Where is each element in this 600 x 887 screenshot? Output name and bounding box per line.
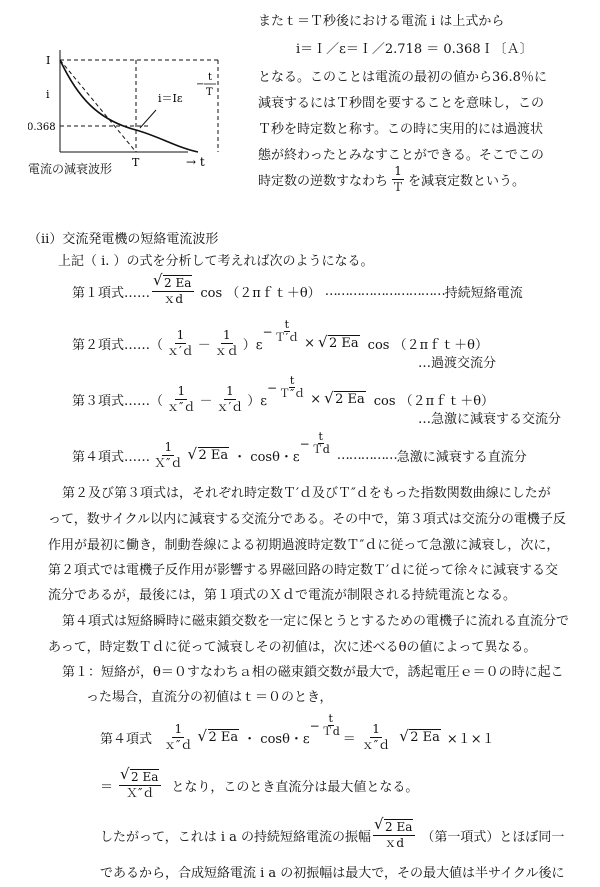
term4-exp-den: Ｔd	[311, 443, 330, 456]
para2-line2: あって，時定数Ｔｄに従って減衰しその初値は，次に述べるθの値によって異なる。	[48, 640, 537, 655]
term4-rest: ・ cosθ・ε	[233, 450, 300, 465]
right-line-6: 態が終わったとみなすことができる。そこでこの	[258, 148, 544, 163]
term3-note: …急激に減衰する交流分	[418, 412, 562, 427]
term4-exp-num: t	[318, 430, 323, 443]
eq5-mid: ・ cosθ・ε	[243, 732, 310, 747]
para3-line1: 第１：短絡が，θ＝０すなわちａ相の磁束鎖交数が最大で，誘起電圧ｅ＝０の時に起こ	[62, 665, 564, 680]
eq5-frac2	[360, 722, 392, 753]
term3-close: ）ε	[247, 394, 268, 409]
label-T: T	[132, 156, 140, 169]
eq5-frac1-num: 1	[174, 722, 183, 736]
term4-dots: ……………	[336, 448, 397, 463]
right-line-7	[258, 164, 525, 195]
right-line-7-b: を減衰定数という。	[408, 174, 526, 189]
para1-line2: って，数サイクル以内に減衰する交流分である。その中で，第３項式は交流分の電機子反	[48, 512, 566, 527]
para3-line2: った場合，直流分の初値はｔ＝０のとき，	[86, 690, 333, 705]
para1-line4: 第２項式では電機子反作用が影響する界磁回路の時定数Ｔ′ｄに従って徐々に減衰する交	[48, 563, 558, 578]
label-t-axis: → t	[186, 155, 205, 169]
formula-exp-den: T	[206, 87, 213, 98]
term2-rest: cos （２πｆｔ＋θ）	[367, 338, 488, 353]
right-line-2: i＝Ｉ／ε＝Ｉ／2.718 ＝ 0.368Ｉ〔Ａ〕	[296, 42, 533, 57]
term2-frac2-den: ｘｄ	[214, 344, 239, 358]
term-1	[72, 276, 523, 307]
final-l1-a: したがって，これは i a の持続短絡電流の振幅	[100, 830, 372, 845]
decay-fraction-num: 1	[394, 164, 402, 178]
term4-num: 1	[164, 440, 173, 454]
section-heading: （ii）交流発電機の短絡電流波形	[28, 232, 219, 247]
term2-frac1	[165, 328, 196, 359]
eq5-frac2-den: ｘ″ｄ	[361, 738, 391, 752]
eq5-exp-num: t	[328, 712, 333, 725]
eq5-tail: ×１×１	[446, 732, 495, 747]
formula-exp-num: t	[208, 72, 213, 83]
term2-label: 第２項式……	[72, 338, 151, 353]
term4-sqrt: 2 Ea	[198, 448, 229, 463]
term4-note: 急激に減衰する直流分	[396, 450, 527, 465]
eq6-eq: ＝	[100, 780, 114, 795]
final-den: ｘd	[384, 836, 405, 850]
term2-sqrt: 2 Ea	[329, 336, 359, 351]
eq5-exp	[321, 713, 341, 738]
term3-frac2-num: 1	[226, 384, 234, 398]
eq6-text: となり，このとき直流分は最大値となる。	[171, 780, 419, 795]
formula-pointer	[140, 110, 156, 128]
term2-open: （	[150, 338, 164, 353]
eq5-label: 第４項式	[100, 732, 153, 747]
eq5-frac1	[162, 722, 194, 753]
eq5-sqrt1: 2 Ea	[208, 730, 239, 745]
term2-exp-num: t	[284, 318, 290, 331]
term3-frac1-num: 1	[177, 384, 186, 398]
term1-den: ｘd	[163, 292, 184, 306]
final-line-1	[100, 820, 564, 851]
decay-fraction-den: Ｔ	[392, 180, 405, 194]
decay-graph	[28, 40, 248, 190]
term3-sqrt: 2 Ea	[335, 392, 365, 407]
term4-fraction	[152, 440, 184, 471]
term1-rest: cos （２πｆｔ＋θ）	[200, 286, 321, 301]
term3-frac1	[165, 384, 197, 415]
term4-den: Ｘ″ｄ	[154, 456, 183, 470]
term3-times: ×	[310, 392, 322, 407]
para1-line3: 作用が最初に働き，制動巻線による初期過渡時定数Ｔ″ｄに従って急激に減衰し，次に，	[48, 538, 560, 553]
formula-minus: −	[196, 79, 205, 90]
term4-exp	[311, 431, 331, 456]
term2-exp	[274, 319, 301, 344]
eq5-sqrt2: 2 Ea	[410, 730, 440, 745]
term2-frac2-num: 1	[222, 328, 231, 342]
term3-exp	[278, 375, 306, 400]
term1-note: 持続短絡電流	[444, 286, 523, 301]
term2-frac2	[213, 328, 241, 359]
eq5-frac2-num: 1	[372, 722, 380, 736]
term3-exp-num: t	[289, 374, 295, 387]
final-num: 2 Ea	[385, 820, 413, 834]
term2-note: …過渡交流分	[418, 356, 497, 371]
right-line-7-a: 時定数の逆数すなわち	[258, 174, 389, 189]
term-2: 第２項式…… （ $\frac{1}{\text{ｘ′ｄ}}$ － $\frac{1}{\text{ｘｄ}}$ ）ε − $\frac{t}{\text{Ｔ′ｄ}}$ × √ 2 Ea cos （２πｆｔ＋θ）	[72, 328, 488, 359]
tangent-line	[60, 60, 136, 152]
graph-caption: 電流の減衰波形	[28, 162, 113, 176]
label-I: I	[46, 54, 51, 67]
term2-exp-den: Ｔ′ｄ	[274, 331, 300, 344]
term3-label: 第３項式……	[72, 394, 151, 409]
para1-line1: 第２及び第３項式は，それぞれ時定数Ｔ′ｄ及びＴ″ｄをもった指数関数曲線にしたが	[62, 486, 551, 501]
right-line-3: となる。このことは電流の最初の値から36.8％に	[258, 70, 547, 85]
term3-exp-den: Ｔ″ｄ	[279, 387, 306, 400]
term2-times: ×	[304, 336, 316, 351]
right-line-4: 減衰するにはＴ秒間を要することを意味し，この	[258, 96, 545, 111]
term3-frac2-den: ｘ′ｄ	[216, 400, 244, 414]
label-0368: 0.368	[28, 122, 56, 133]
term3-open: （	[150, 394, 164, 409]
term1-num: 2 Ea	[164, 276, 192, 290]
equation-5: 第４項式 $\frac{1}{\text{ｘ″ｄ}}$ √ 2 Ea ・ cosθ・ε − $\frac{t}{\text{Ｔd}}$ ＝ $\frac{1}{\text{ｘ″ｄ}}$ √ 2 Ea ×１×１	[100, 722, 495, 753]
eq6-num: 2 Ea	[131, 770, 159, 784]
formula-prefix: i＝Iε	[158, 92, 183, 105]
term1-label: 第１項式……	[72, 286, 151, 301]
term3-frac1-den: ｘ″ｄ	[167, 400, 196, 414]
final-l1-b: （第一項式）とほぼ同一	[421, 830, 565, 845]
section-intro: 上記（ i. ）の式を分析して考えれば次のようになる。	[58, 254, 374, 269]
eq6-den: Ｘ″ｄ	[125, 786, 155, 800]
eq5-frac1-den: ｘ″ｄ	[164, 738, 193, 752]
term1-fraction	[152, 276, 194, 307]
term3-frac2	[215, 384, 246, 415]
final-frac	[373, 820, 415, 851]
final-line-2: であるから，合成短絡電流 i a の初振幅は最大で，その最大値は半サイクル後に	[100, 866, 565, 881]
term1-dots: …………………………	[324, 284, 445, 299]
right-line-1: またｔ＝Ｔ秒後における電流 i は上式から	[258, 14, 505, 29]
term-4: 第４項式…… $\frac{1}{\text{Ｘ″ｄ}}$ √ 2 Ea ・ cosθ・ε − $\frac{t}{\text{Ｔd}}$ …………… 急激に減衰する直流分	[72, 440, 527, 471]
term2-frac1-den: ｘ′ｄ	[167, 344, 194, 358]
para2-line1: 第４項式は短絡瞬時に磁束鎖交数を一定に保とうとするための電機子に流れる直流分で	[62, 614, 570, 629]
term-3: 第３項式…… （ $\frac{1}{\text{ｘ″ｄ}}$ － $\frac{1}{\text{ｘ′ｄ}}$ ）ε − $\frac{t}{\text{Ｔ″ｄ}}$ × √ 2 Ea cos （２πｆｔ＋θ）	[72, 384, 494, 415]
term3-rest: cos （２πｆｔ＋θ）	[373, 394, 495, 409]
eq6-frac	[119, 770, 161, 801]
term3-minus: －	[199, 394, 213, 409]
decay-curve	[60, 60, 198, 152]
term2-frac1-num: 1	[176, 328, 185, 342]
para1-line5: 流分であるが，最後には，第１項式のＸｄで電流が制限される持続電流となる。	[48, 588, 517, 603]
eq5-exp-den: Ｔd	[321, 725, 340, 738]
term2-minus: －	[197, 338, 211, 353]
term4-label: 第４項式……	[72, 450, 151, 465]
term2-close: ）ε	[242, 338, 263, 353]
right-line-5: Ｔ秒を時定数と称す。この時に実用的には過渡状	[258, 122, 543, 137]
eq5-eq: ＝	[342, 732, 356, 747]
decay-constant-fraction	[390, 164, 406, 195]
equation-6	[100, 770, 418, 801]
decay-curve-figure	[28, 40, 248, 180]
label-i: i	[46, 88, 50, 101]
